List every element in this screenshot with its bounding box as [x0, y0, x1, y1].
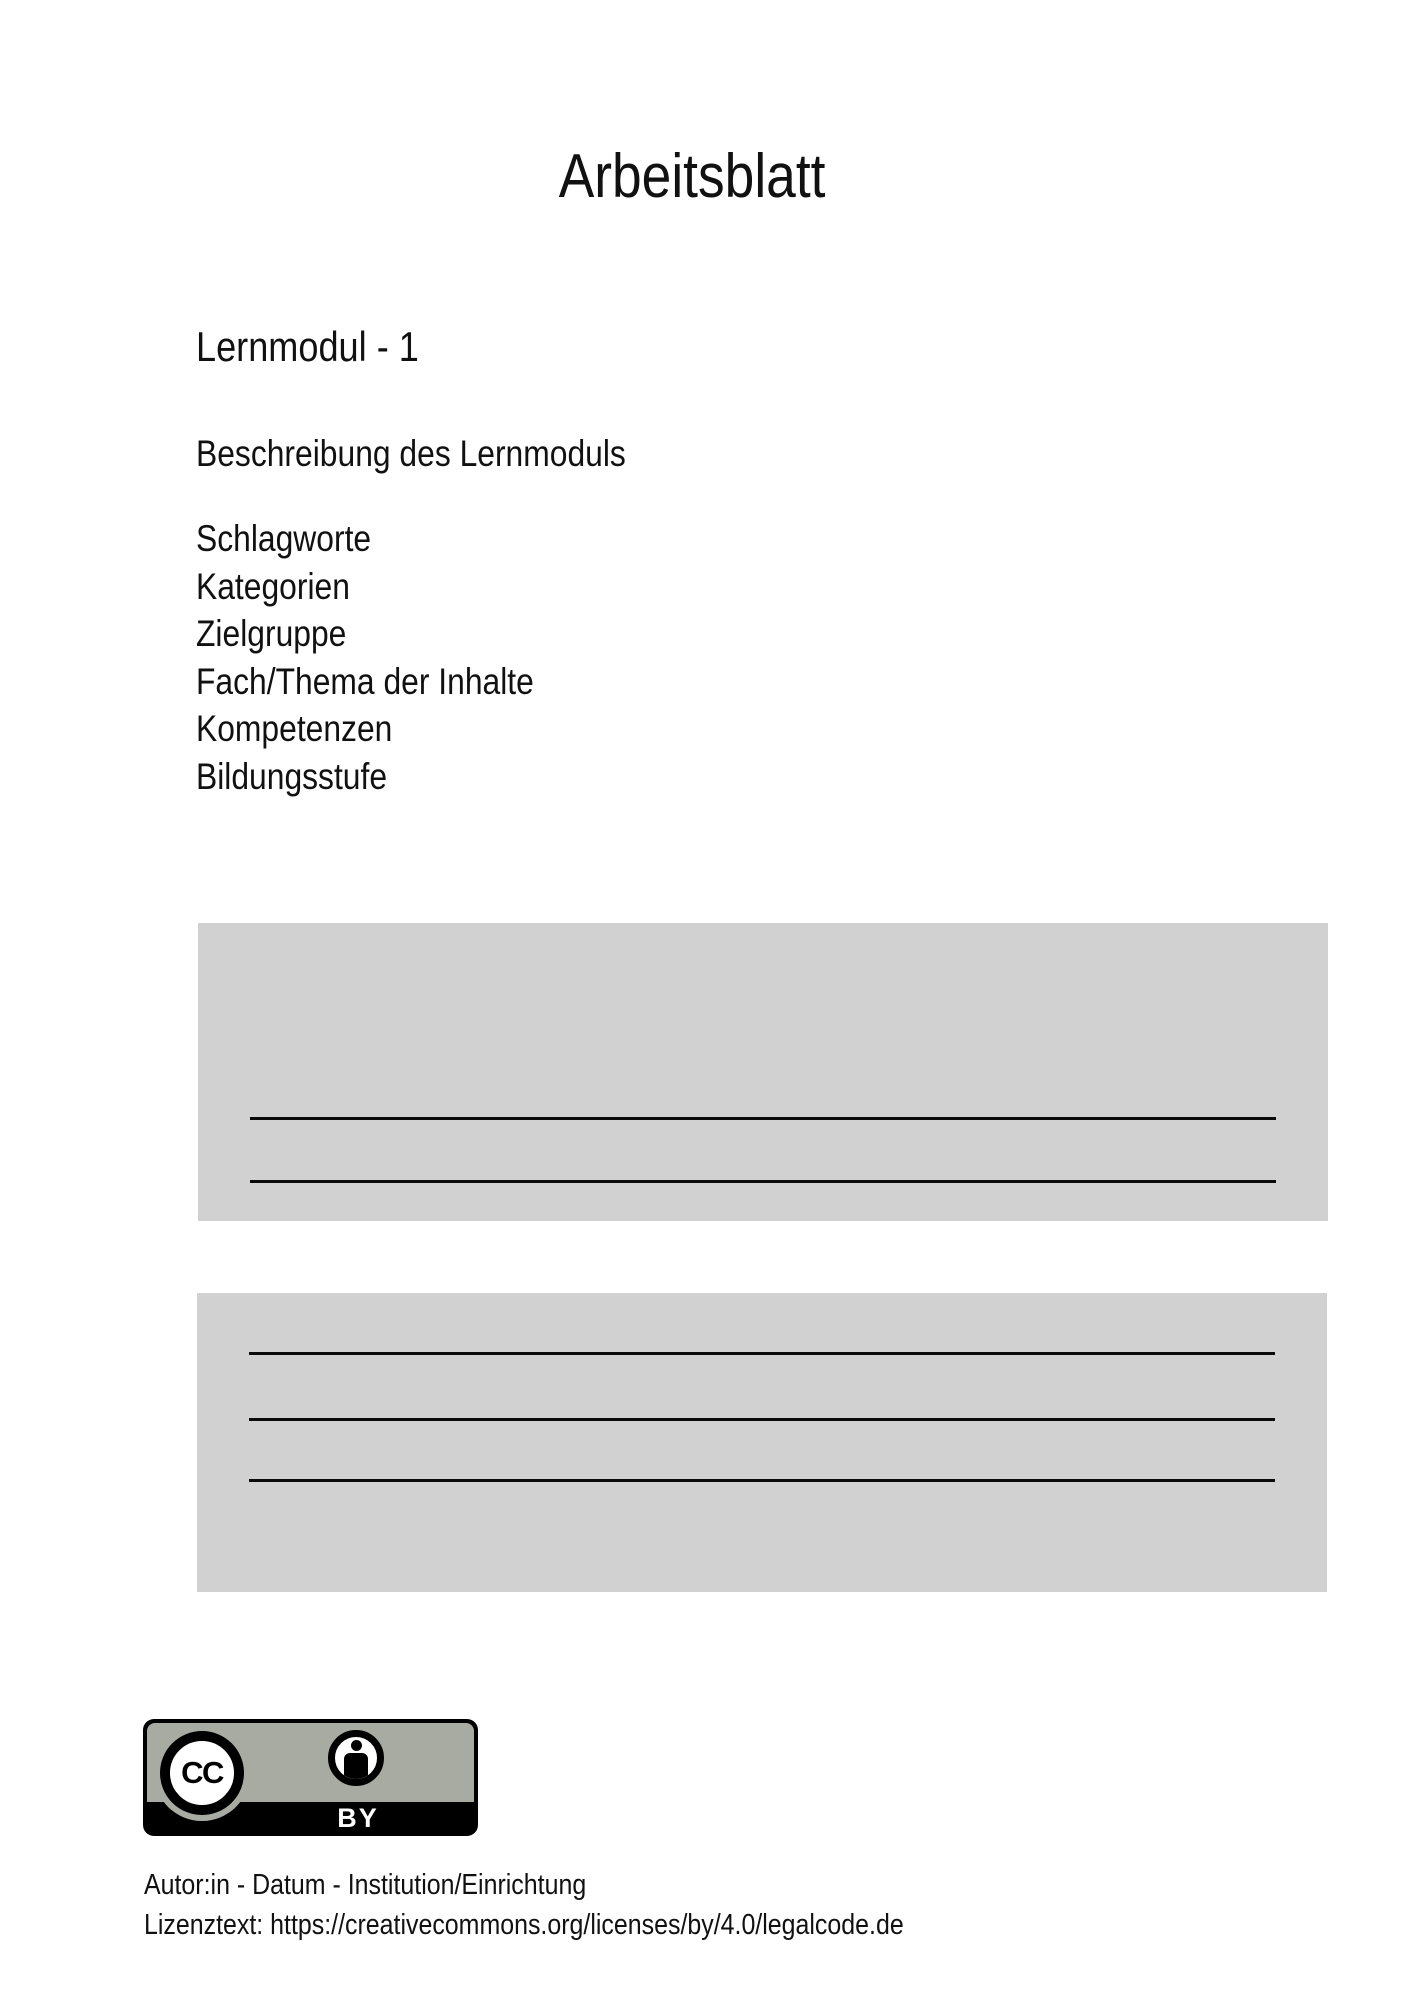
attribution-person-icon: [328, 1730, 384, 1786]
module-description-text: Beschreibung des Lernmoduls: [196, 433, 626, 474]
write-line: [250, 1180, 1276, 1183]
write-line: [249, 1352, 1275, 1355]
write-line: [249, 1479, 1275, 1482]
field-label-schlagworte: Schlagworte: [196, 518, 372, 559]
field-label-bildungsstufe: Bildungsstufe: [196, 755, 388, 797]
field-label-kompetenzen: Kompetenzen: [196, 708, 393, 749]
module-field-list: [196, 515, 589, 800]
page-title: [0, 141, 1384, 212]
page-title-text: Arbeitsblatt: [558, 142, 826, 211]
license-text-line: Lizenztext: https://creativecommons.org/licenses/by/4.0/legalcode.de: [144, 1909, 904, 1941]
cc-logo-icon: [160, 1731, 244, 1815]
write-line: [249, 1418, 1275, 1421]
field-label-kategorien: Kategorien: [196, 565, 350, 607]
write-line: [250, 1117, 1276, 1120]
author-attribution-line: Autor:in - Datum - Institution/Einrichtung: [144, 1869, 587, 1901]
field-label-zielgruppe: Zielgruppe: [196, 613, 347, 654]
module-heading-text: Lernmodul - 1: [196, 323, 419, 370]
by-label: BY: [337, 1803, 379, 1833]
cc-logo-text: CC: [181, 1755, 223, 1790]
module-description-label: [196, 430, 696, 477]
answer-box-2: [197, 1293, 1327, 1592]
module-heading: [196, 322, 455, 372]
field-label-fach-thema: Fach/Thema der Inhalte: [196, 660, 534, 702]
person-body: [344, 1753, 368, 1779]
cc-by-license-badge: [143, 1719, 478, 1836]
person-head: [351, 1740, 362, 1751]
answer-box-1: [198, 923, 1328, 1221]
